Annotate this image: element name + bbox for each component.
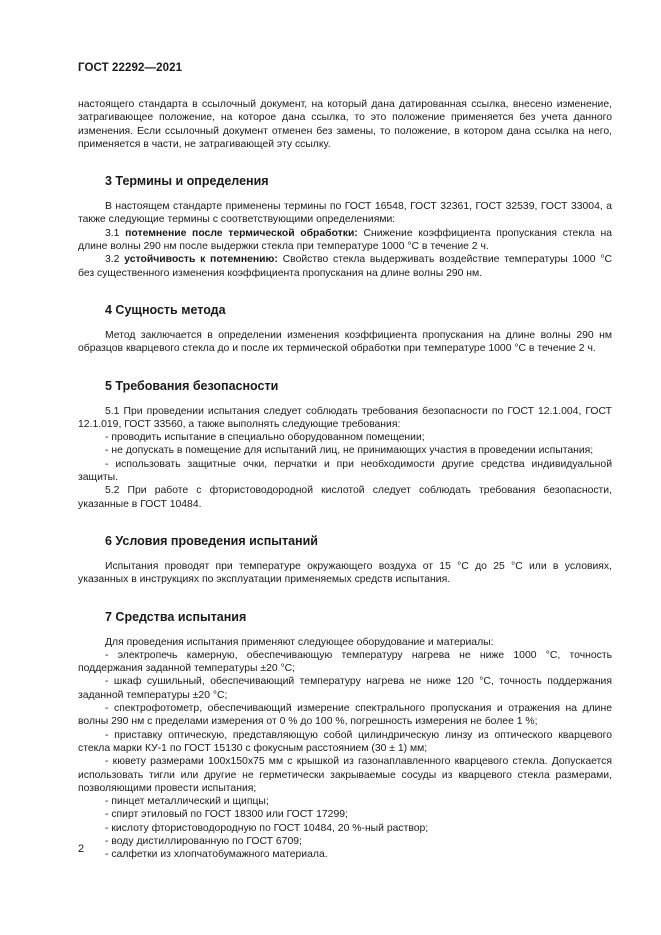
sec4-paragraph-1: Метод заключается в определении изменения коэффициента пропускания на длине волны 290 нм образцов кварцевого стекла до и после их термической обработки при температуре 1000 °С в течение 2 ч. xyxy=(78,329,612,355)
standard-header: ГОСТ 22292—2021 xyxy=(78,62,183,74)
term-3-2-name: устойчивость к потемнению: xyxy=(124,254,278,266)
section-3-title: 3 Термины и определения xyxy=(105,174,269,189)
sec7-paragraph-1: Для проведения испытания применяют следующее оборудование и материалы: xyxy=(105,636,494,648)
sec7-list-item: - салфетки из хлопчатобумажного материала. xyxy=(105,849,328,861)
term-3-1-name: потемнение после термической обработки: xyxy=(125,227,358,239)
sec5-list-item: - использовать защитные очки, перчатки и при необходимости другие средства индивидуальной защиты. xyxy=(78,458,612,484)
sec7-list-item: - спирт этиловый по ГОСТ 18300 или ГОСТ 17299; xyxy=(105,809,348,821)
sec5-list-item: - проводить испытание в специально оборудованном помещении; xyxy=(105,432,425,444)
sec7-list-item: - приставку оптическую, представляющую собой цилиндрическую линзу из оптического кварцевого стекла марки КУ-1 по ГОСТ 15130 с фокусным расстоянием (30 ± 1) мм; xyxy=(78,729,612,754)
sec3-paragraph-1: В настоящем стандарте применены термины по ГОСТ 16548, ГОСТ 32361, ГОСТ 32539, ГОСТ 33004, а также следующие термины с соответствующими определениями: xyxy=(78,201,612,226)
term-3-2-number: 3.2 xyxy=(105,254,120,266)
term-3-2-definition: Свойство стекла выдерживать воздействие температуры 1000 °С без существенного изменения коэффициента пропускания на длине волны 290 нм. xyxy=(78,254,613,279)
section-5-title: 5 Требования безопасности xyxy=(105,378,279,393)
term-3-1 xyxy=(78,227,612,254)
sec7-list-item: - кювету размерами 100х150х75 мм с крышкой из газонаплавленного кварцевого стекла. Допускается использовать тигли или другие не герметически закрываемые сосуды из кварцевого стекла размерами, позволяющими провести испытания; xyxy=(78,756,612,794)
sec7-list-item: - воду дистиллированную по ГОСТ 6709; xyxy=(105,835,302,847)
term-3-1-definition: Снижение коэффициента пропускания стекла на длине волны 290 нм после выдержки стекла при температуре 1000 °С в течение 2 ч. xyxy=(78,227,613,253)
sec7-list-item: - спектрофотометр, обеспечивающий измерение спектрального пропускания и отражения на длине волны 290 нм с пределами измерения от 0 % до 100 %, погрешность измерения не более 1 %; xyxy=(78,703,612,728)
sec5-list-item: - не допускать в помещение для испытаний лиц, не принимающих участия в проведении испытания; xyxy=(105,445,594,457)
page-content xyxy=(78,98,612,862)
page-number: 2 xyxy=(78,843,85,855)
sec7-list-item: - пинцет металлический и щипцы; xyxy=(105,796,269,808)
sec6-paragraph-1: Испытания проводят при температуре окружающего воздуха от 15 °С до 25 °С или в условиях, указанных в инструкциях по эксплуатации применяемых средств испытания. xyxy=(78,560,612,586)
sec7-list-item: - шкаф сушильный, обеспечивающий температуру нагрева не ниже 120 °С, точность поддержания заданной температуры ±20 °С; xyxy=(78,676,612,701)
term-3-1-number: 3.1 xyxy=(105,227,120,239)
section-4-title: 4 Сущность метода xyxy=(105,302,226,317)
sec7-list-item: - кислоту фтористоводородную по ГОСТ 10484, 20 %-ный раствор; xyxy=(105,822,429,834)
sec5-paragraph-1: 5.1 При проведении испытания следует соблюдать требования безопасности по ГОСТ 12.1.004, ГОСТ 12.1.019, ГОСТ 33560, а также выполнять следующие требования: xyxy=(78,405,612,430)
section-6-title: 6 Условия проведения испытаний xyxy=(105,533,318,548)
sec5-paragraph-2: 5.2 При работе с фтористоводородной кислотой следует соблюдать требования безопасности, указанные в ГОСТ 10484. xyxy=(78,485,612,510)
term-3-2 xyxy=(78,253,612,280)
section-7-title: 7 Средства испытания xyxy=(105,609,247,624)
intro-paragraph: настоящего стандарта в ссылочный документ, на который дана датированная ссылка, внесено изменение, затрагивающее положение, на которое дана ссылка, то это положение применяется без учета данного изменения. Если ссылочный документ отменен без замены, то положение, в котором дана ссылка на него, применяется в части, не затрагивающей эту ссылку. xyxy=(78,99,612,150)
sec7-list-item: - электропечь камерную, обеспечивающую температуру нагрева не ниже 1000 °С, точность поддержания заданной температуры ±20 °С; xyxy=(78,649,612,675)
